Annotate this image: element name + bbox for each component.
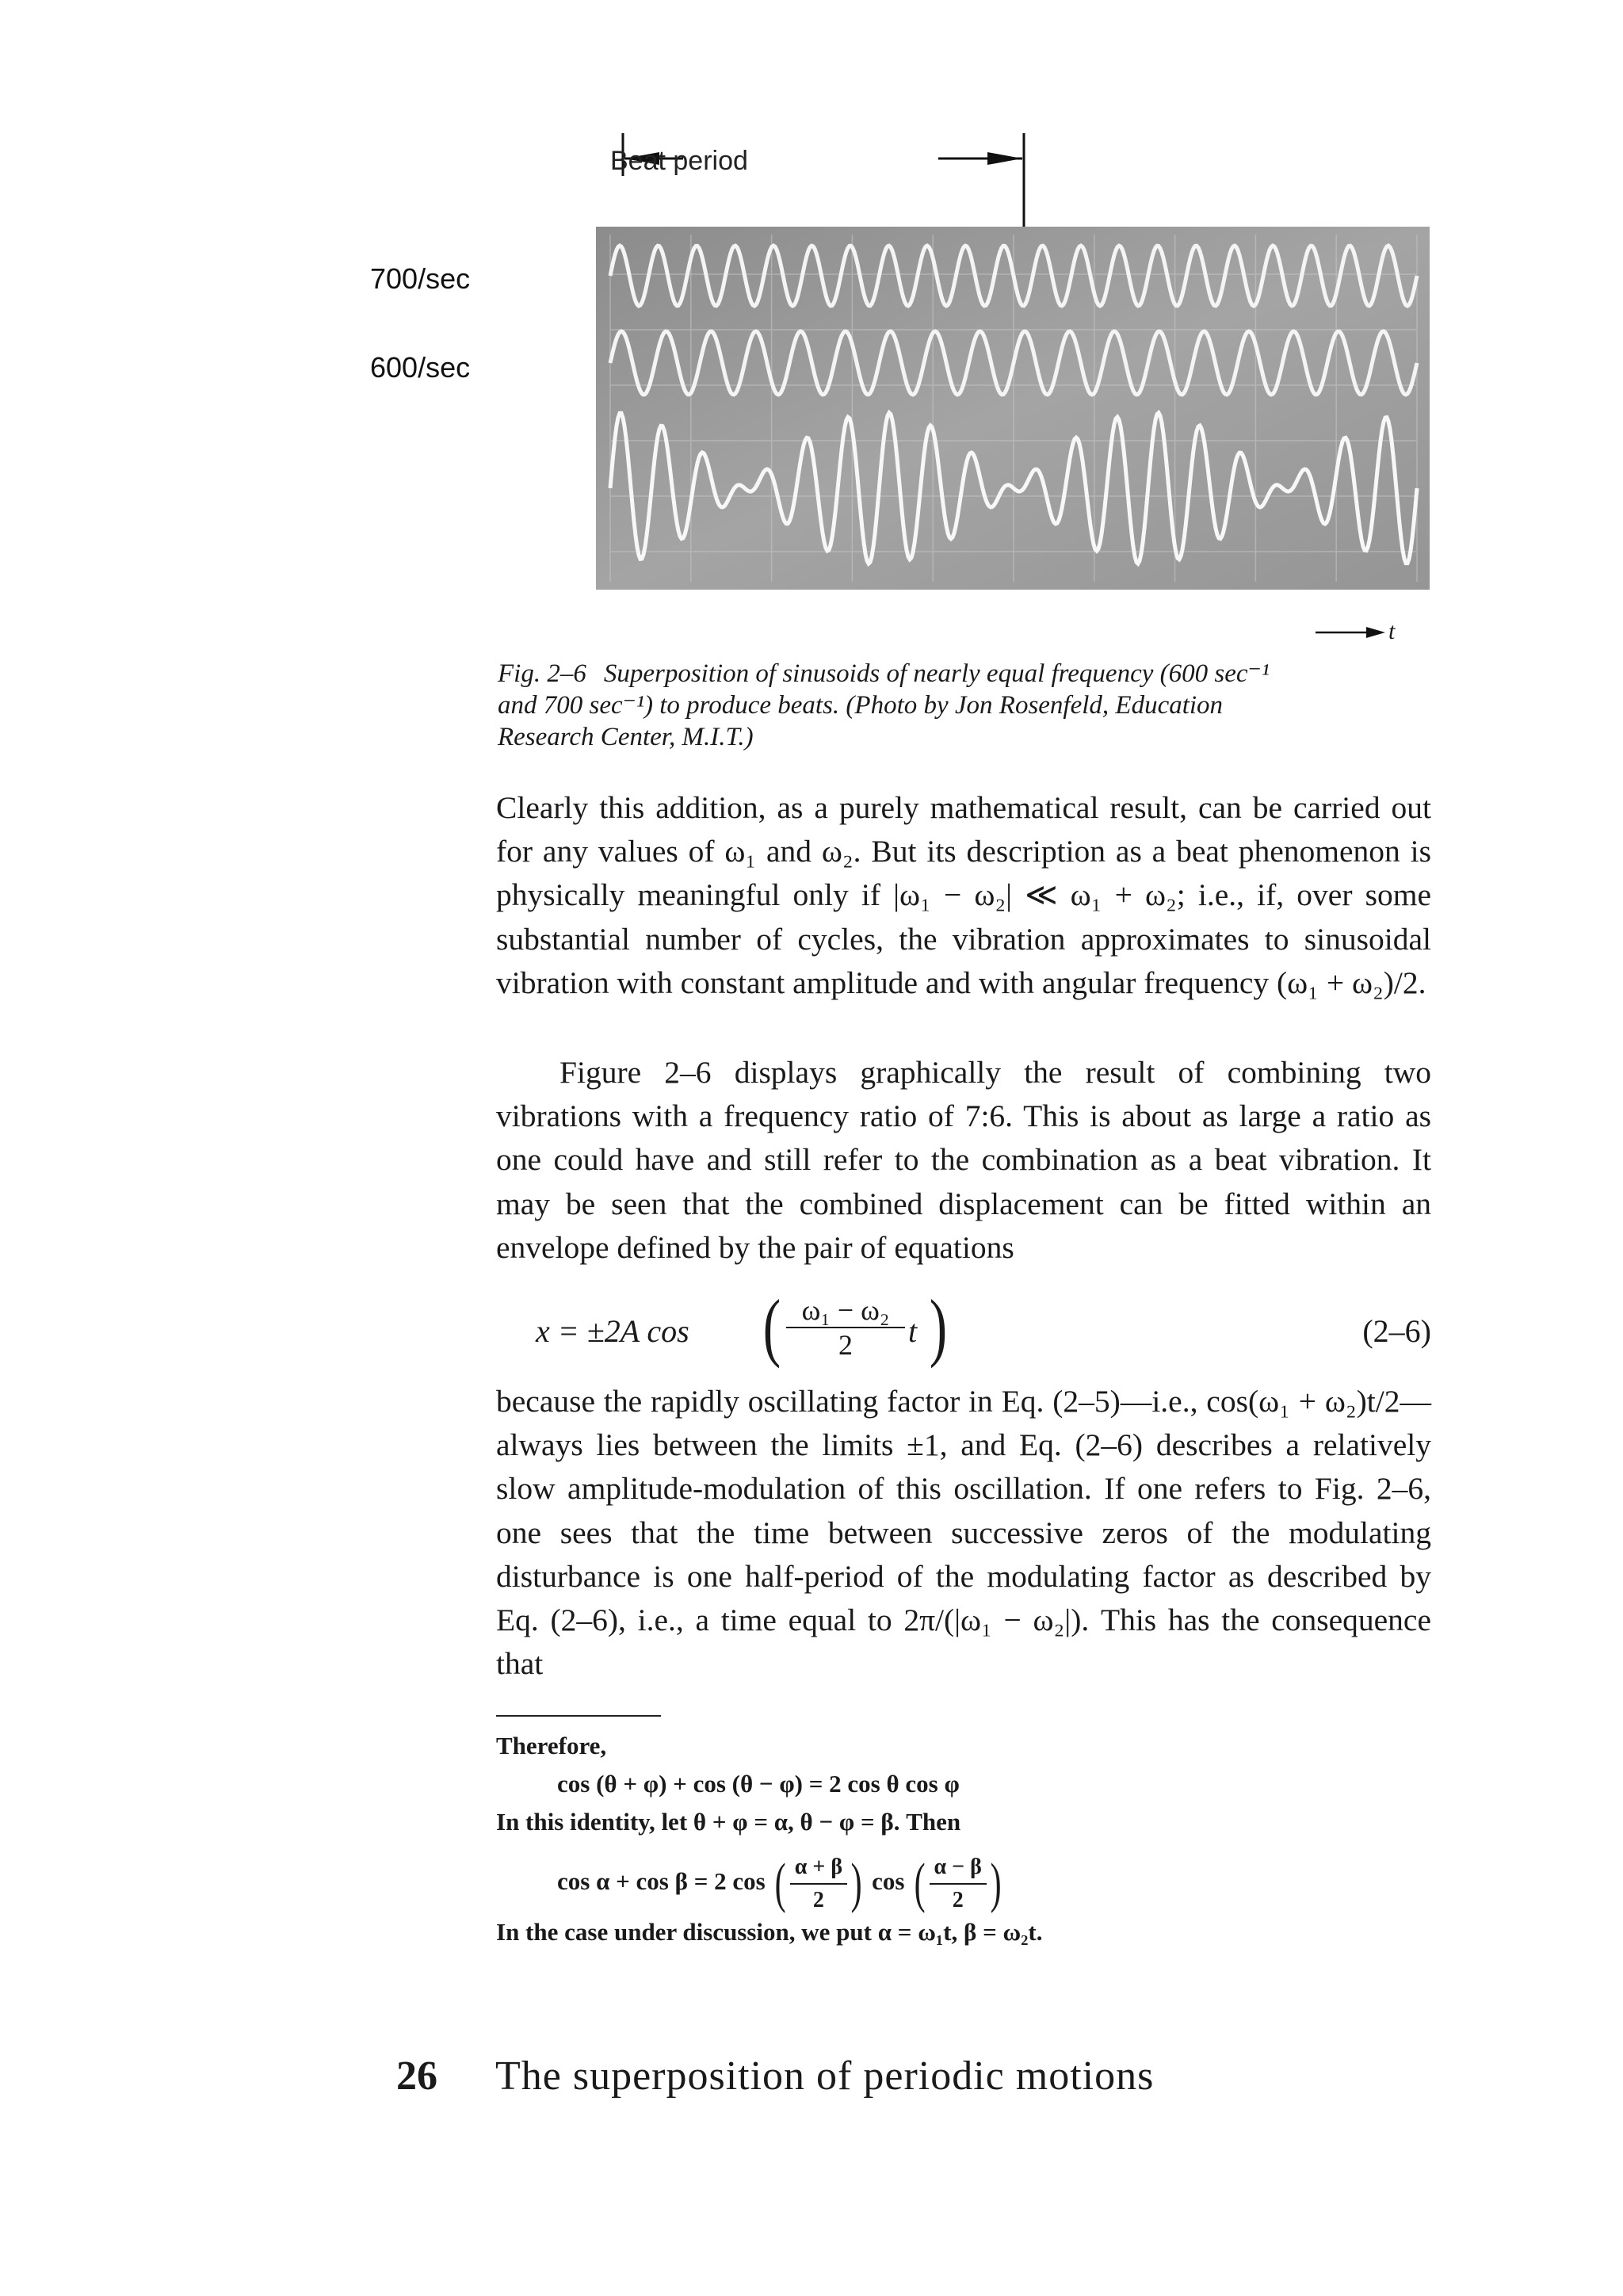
- footnote-cos: cos: [872, 1867, 905, 1896]
- paragraph-2-text: Figure 2–6 displays graphically the result of combining two vibrations with a frequency ratio of 7:6. This is about as large a ratio as one could have and still refer to the combination as a beat vibration. It may be seen that the combined displacement can be fitted within an envelope defined by the pair of equations: [496, 1055, 1431, 1265]
- paragraph-3-text: because the rapidly oscillating factor in Eq. (2–5)—i.e., cos(ω₁ + ω₂)t/2—always lies between the limits ±1, and Eq. (2–6) describes a relatively slow amplitude-modulation of this oscillation. If one refers to Fig. 2–6, one sees that the time between successive zeros of the modulating disturbance is one half-period of the modulating factor as described by Eq. (2–6), i.e., a time equal to 2π/(|ω₁ − ω₂|). This has the consequence that: [496, 1384, 1431, 1682]
- figure-caption: [498, 658, 1290, 753]
- left-paren: (: [762, 1284, 781, 1369]
- equation-denominator: 2: [838, 1329, 853, 1361]
- paragraph-1-text: Clearly this addition, as a purely mathematical result, can be carried out for any values of ω₁ and ω₂. But its description as a beat phenomenon is physically meaningful only if |ω₁ − ω₂| ≪ ω₁ + ω₂; i.e., if, over some substantial number of cycles, the vibration approximates to sinusoidal vibration with constant amplitude and with angular frequency (ω₁ + ω₂)/2.: [496, 790, 1431, 1000]
- footnote-rule: [496, 1715, 661, 1717]
- oscilloscope-photo: [596, 227, 1430, 590]
- paragraph-2: [496, 1051, 1431, 1270]
- running-title: The superposition of periodic motions: [495, 2053, 1155, 2099]
- beat-period-label: Beat period: [610, 146, 748, 176]
- footnote-line-5: In the case under discussion, we put α = ω₁t, β = ω₂t.: [496, 1918, 1043, 1946]
- paragraph-3: [496, 1380, 1431, 1686]
- time-arrow: [1316, 623, 1387, 642]
- footnote-line-1: Therefore,: [496, 1732, 607, 1759]
- equation-number: (2–6): [1362, 1313, 1431, 1349]
- footnote-identity: cos (θ + φ) + cos (θ − φ) = 2 cos θ cos φ: [557, 1770, 960, 1797]
- time-axis-label: t: [1388, 618, 1396, 644]
- equation-2-6: [536, 1284, 1431, 1369]
- caption-figure-number: Fig. 2–6: [498, 659, 586, 688]
- footnote-fraction-2: $\frac{\alpha - \beta}{2}$: [930, 1851, 987, 1916]
- footnote-sum-to-product: cos α + cos β = 2 cos ( $\frac{\alpha + \beta}{2}$ ) cos ( $\frac{\alpha - \beta}{2}$ ): [557, 1851, 1005, 1916]
- equation-lhs: x = ±2A cos: [536, 1313, 689, 1349]
- footnote-fraction-1: $\frac{\alpha + \beta}{2}$: [790, 1851, 847, 1916]
- equation-numerator: ω₁ − ω₂: [786, 1293, 905, 1328]
- equation-fraction: [786, 1293, 905, 1362]
- right-paren: ): [929, 1284, 948, 1369]
- row-label-700: 700/sec: [370, 262, 471, 295]
- caption-text: Superposition of sinusoids of nearly equal frequency (600 sec⁻¹ and 700 sec⁻¹) to produce beats. (Photo by Jon Rosenfeld, Education Research Center, M.I.T.): [498, 659, 1270, 751]
- page-number: 26: [396, 2053, 437, 2099]
- equation-variable: t: [908, 1313, 918, 1349]
- row-label-600: 600/sec: [370, 351, 471, 384]
- beat-period-marker: [610, 127, 1054, 238]
- footnote-sum-lhs: cos α + cos β = 2 cos: [557, 1867, 766, 1896]
- footnote-line-3: In this identity, let θ + φ = α, θ − φ = β. Then: [496, 1808, 961, 1836]
- paragraph-1: [496, 786, 1431, 1005]
